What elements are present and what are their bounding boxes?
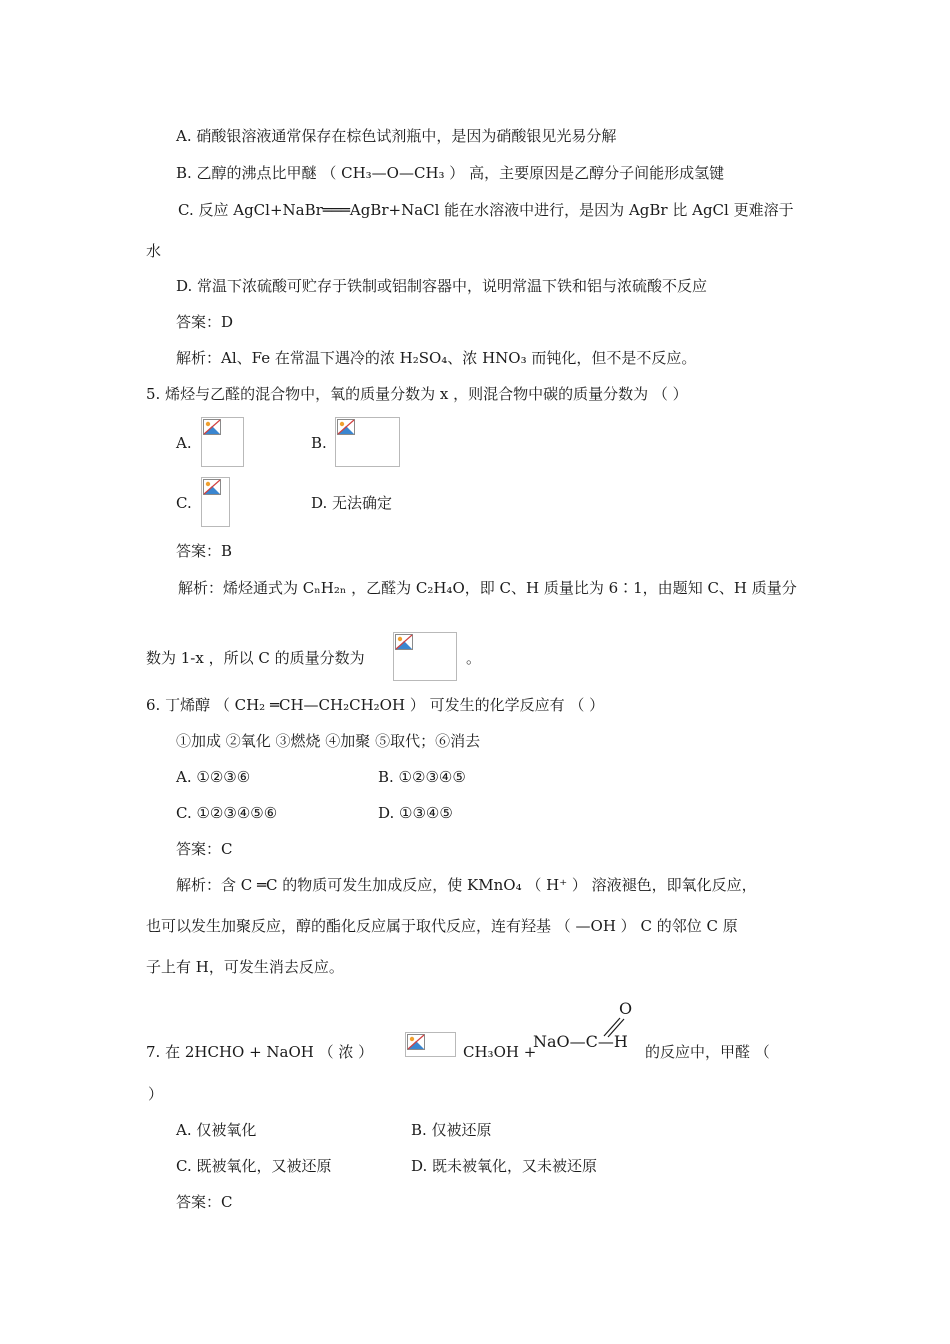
q5-option-a-label: A. [176,434,192,452]
q5-analysis-end: 。 [466,649,482,667]
broken-image-icon [337,419,355,435]
q7-stem-cont: ） [148,1085,164,1103]
q6-analysis: 解析：含 C ═C 的物质可发生加成反应，使 KMnO₄ （ H⁺ ） 溶液褪色，即氧化反应， [176,876,757,894]
q7-stem-mid: CH₃OH + [463,1043,537,1061]
q6-stem: 6. 丁烯醇 （ CH₂ ═CH—CH₂CH₂OH ） 可发生的化学反应有 （ ） [146,696,605,714]
q5-analysis: 解析：烯烃通式为 CₙH₂ₙ ，乙醛为 C₂H₄O，即 C、H 质量比为 6∶1，由题知 C、H 质量分 [178,579,797,597]
q5-option-b-image [335,417,400,467]
q7-option-b: B. 仅被还原 [411,1121,492,1139]
q5-option-d: D. 无法确定 [311,494,393,512]
q7-option-d: D. 既未被氧化，又未被还原 [411,1157,598,1175]
q7-stem-end: 的反应中，甲醛 （ [645,1043,770,1061]
q4-answer: 答案：D [176,313,234,331]
q4-option-c-cont: 水 [146,242,162,260]
q7-answer: 答案：C [176,1193,233,1211]
q5-option-b-label: B. [311,434,327,452]
q6-reaction-list: ①加成 ②氧化 ③燃烧 ④加聚 ⑤取代；⑥消去 [176,732,481,750]
q7-structure-formate: NaO—C—H [533,1032,628,1051]
broken-image-icon [395,634,413,650]
broken-image-icon [203,479,221,495]
q7-reaction-arrow-image [405,1032,456,1057]
broken-image-icon [203,419,221,435]
q6-analysis-cont-1: 也可以发生加聚反应，醇的酯化反应属于取代反应，连有羟基 （ —OH ） C 的邻位 C 原 [146,917,738,935]
q5-analysis-cont: 数为 1-x ，所以 C 的质量分数为 [146,649,365,667]
q5-answer: 答案：B [176,542,233,560]
q5-stem: 5. 烯烃与乙醛的混合物中，氧的质量分数为 x ，则混合物中碳的质量分数为 （ ） [146,385,688,403]
q7-option-c: C. 既被氧化，又被还原 [176,1157,332,1175]
q6-option-a: A. ①②③⑥ [176,768,251,786]
q6-option-d: D. ①③④⑤ [378,804,453,822]
q4-option-a: A. 硝酸银溶液通常保存在棕色试剂瓶中，是因为硝酸银见光易分解 [176,127,617,145]
q7-structure-oxygen: O [619,999,633,1018]
q7-stem-start: 7. 在 2HCHO + NaOH （ 浓 ） [146,1043,374,1061]
q7-option-a: A. 仅被氧化 [176,1121,257,1139]
q6-option-c: C. ①②③④⑤⑥ [176,804,278,822]
q4-option-d: D. 常温下浓硫酸可贮存于铁制或铝制容器中，说明常温下铁和铝与浓硫酸不反应 [176,277,708,295]
q5-option-a-image [201,417,244,467]
q5-option-c-label: C. [176,494,192,512]
q4-analysis: 解析：Al、Fe 在常温下遇冷的浓 H₂SO₄、浓 HNO₃ 而钝化，但不是不反应。 [176,349,697,367]
q6-answer: 答案：C [176,840,233,858]
q6-option-b: B. ①②③④⑤ [378,768,466,786]
broken-image-icon [407,1034,425,1050]
q5-option-c-image [201,477,230,527]
q4-option-b: B. 乙醇的沸点比甲醚 （ CH₃—O—CH₃ ） 高，主要原因是乙醇分子间能形成氢键 [176,164,725,182]
q4-option-c: C. 反应 AgCl+NaBr═══AgBr+NaCl 能在水溶液中进行，是因为 AgBr 比 AgCl 更难溶于 [178,201,794,219]
q5-analysis-image [393,632,457,681]
q6-analysis-cont-2: 子上有 H，可发生消去反应。 [146,958,344,976]
